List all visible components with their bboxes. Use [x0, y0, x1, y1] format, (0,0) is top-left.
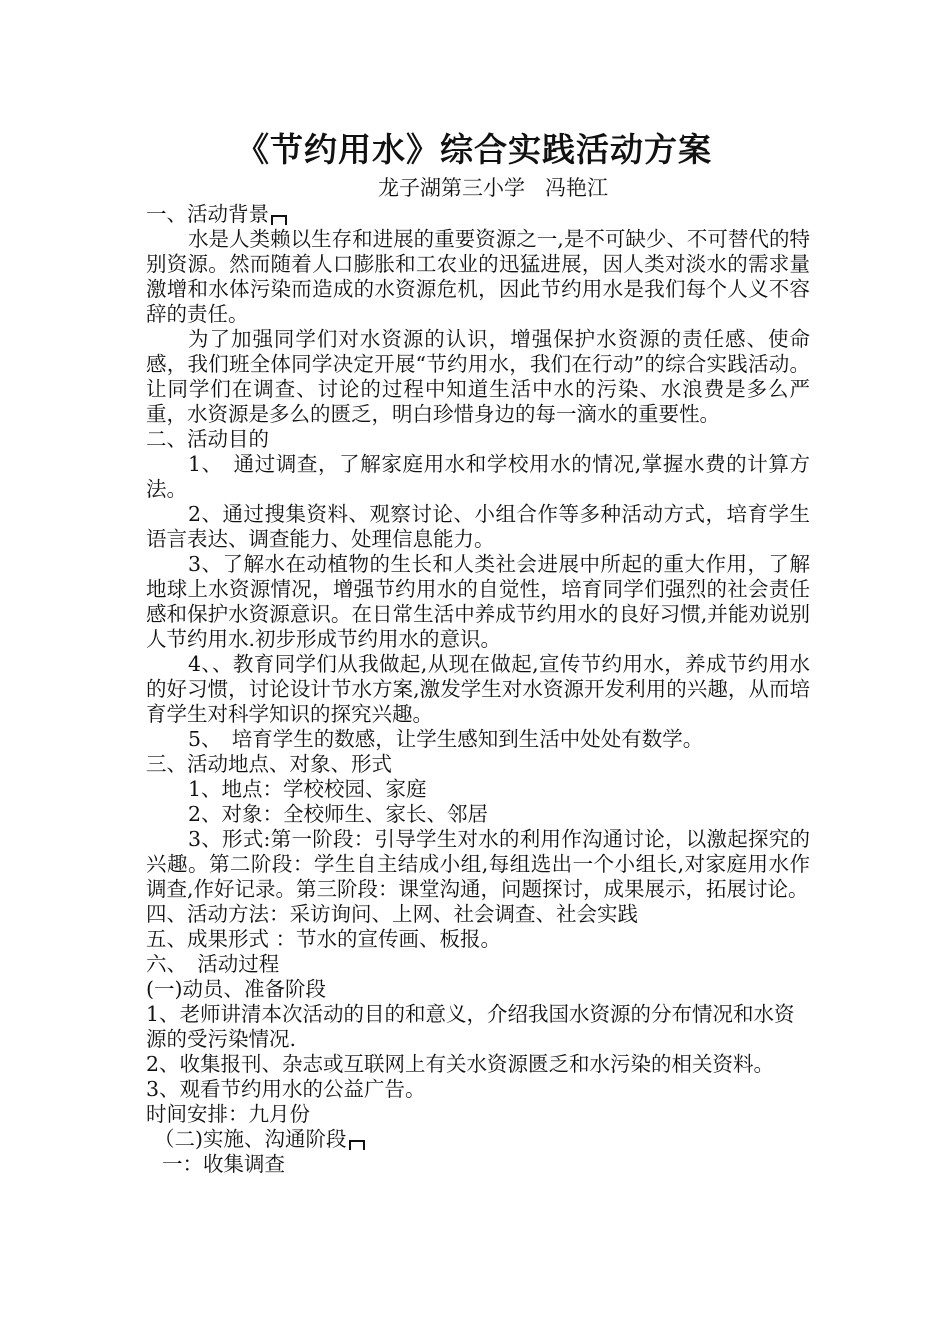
- paragraph-mark-icon: [349, 1140, 365, 1150]
- document-title: 《节约用水》综合实践活动方案: [236, 130, 712, 169]
- list-item: 1、地点：学校校园、家庭: [188, 777, 427, 801]
- paragraph: 水是人类赖以生存和进展的重要资源之一,是不可缺少、不可替代的特别资源。然而随着人口膨胀和工农业的迅猛进展，因人类对淡水的需求量激增和水体污染而造成的水资源危机，因此节约用水是我们每个人义不容辞的责任。: [146, 227, 810, 326]
- stage-heading: [146, 1127, 810, 1152]
- list-item: 1、 通过调查，了解家庭用水和学校用水的情况,掌握水费的计算方法。: [146, 452, 810, 501]
- paragraph-mark-icon: [271, 215, 287, 225]
- section-heading-background: [146, 202, 810, 227]
- stage-heading-text: （二)实施、沟通阶段: [154, 1127, 347, 1151]
- section-heading-text: 一、活动背景: [146, 202, 269, 226]
- list-item: 3、了解水在动植物的生长和人类社会进展中所起的重大作用，了解地球上水资源情况，增强节约用水的自觉性，培育同学们强烈的社会责任感和保护水资源意识。在日常生活中养成节约用水的良好习惯,并能劝说别人节约用水.初步形成节约用水的意识。: [146, 552, 810, 651]
- list-item: 2、对象：全校师生、家长、邻居: [188, 802, 489, 826]
- sub-heading: 一：收集调查: [162, 1152, 285, 1176]
- schedule-text: 时间安排：九月份: [146, 1102, 310, 1126]
- list-item: 2、通过搜集资料、观察讨论、小组合作等多种活动方式，培育学生语言表达、调查能力、处理信息能力。: [146, 502, 810, 551]
- section-heading-purpose: 二、活动目的: [146, 427, 269, 451]
- section-heading-methods: 四、活动方法：采访询问、上网、社会调查、社会实践: [146, 902, 638, 926]
- stage-heading: (一)动员、准备阶段: [146, 977, 326, 1001]
- list-item: 1、老师讲清本次活动的目的和意义，介绍我国水资源的分布情况和水资源的受污染情况.: [146, 1002, 795, 1051]
- list-item: 4、、教育同学们从我做起,从现在做起,宣传节约用水，养成节约用水的好习惯，讨论设计节水方案,激发学生对水资源开发利用的兴趣，从而培育学生对科学知识的探究兴趣。: [146, 652, 810, 726]
- paragraph: 为了加强同学们对水资源的认识，增强保护水资源的责任感、使命感，我们班全体同学决定开展“节约用水，我们在行动”的综合实践活动。让同学们在调查、讨论的过程中知道生活中水的污染、水浪费是多么严重，水资源是多么的匮乏，明白珍惜身边的每一滴水的重要性。: [146, 327, 810, 426]
- section-heading-location: 三、活动地点、对象、形式: [146, 752, 392, 776]
- section-heading-process: 六、 活动过程: [146, 952, 280, 976]
- list-item: 3、观看节约用水的公益广告。: [146, 1077, 426, 1101]
- section-heading-results: 五、成果形式 ：节水的宣传画、板报。: [146, 927, 502, 951]
- list-item: 2、收集报刊、杂志或互联网上有关水资源匮乏和水污染的相关资料。: [146, 1052, 775, 1076]
- list-item: 5、 培育学生的数感，让学生感知到生活中处处有数学。: [188, 727, 704, 751]
- document-author: 龙子湖第三小学 冯艳江: [377, 176, 609, 200]
- list-item: 3、形式:第一阶段：引导学生对水的利用作沟通讨论，以激起探究的兴趣。第二阶段：学生自主结成小组,每组选出一个小组长,对家庭用水作调查,作好记录。第三阶段：课堂沟通，问题探讨，成果展示，拓展讨论。: [146, 827, 810, 901]
